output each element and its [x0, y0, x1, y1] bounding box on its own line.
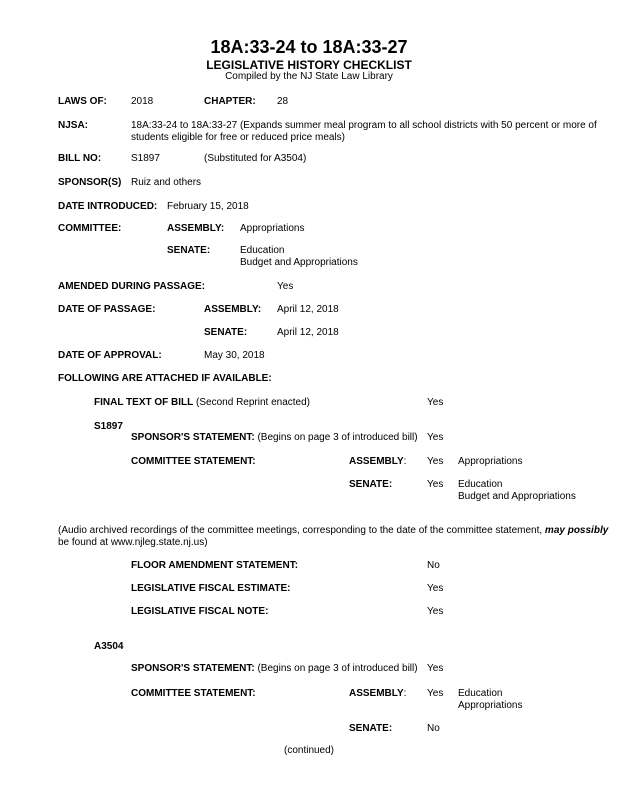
a3504-committee-label: COMMITTEE STATEMENT:	[131, 688, 256, 699]
committee-senate-value-1: Education	[240, 245, 285, 256]
a3504-assembly-committee-2: Appropriations	[458, 700, 523, 711]
date-introduced-value: February 15, 2018	[167, 201, 249, 212]
s1897-assembly-colon: :	[403, 456, 407, 467]
a3504-sponsor-row	[131, 663, 418, 675]
floor-amendment-value: No	[427, 560, 440, 571]
amended-value: Yes	[277, 281, 294, 292]
a3504-heading: A3504	[94, 641, 124, 652]
passage-senate-label: SENATE:	[204, 327, 248, 338]
a3504-senate-label: SENATE:	[349, 723, 393, 734]
audio-note-text: (Audio archived recordings of the committee meetings, corresponding to the date of the committee statement,	[58, 525, 545, 536]
a3504-sponsor-label: SPONSOR'S STATEMENT:	[131, 663, 255, 674]
final-text-note: (Second Reprint enacted)	[196, 397, 311, 408]
date-of-approval-label: DATE OF APPROVAL:	[58, 350, 162, 361]
s1897-assembly-label: ASSEMBLY	[349, 456, 404, 467]
s1897-assembly-committee: Appropriations	[458, 456, 523, 467]
committee-label: COMMITTEE:	[58, 223, 122, 234]
s1897-assembly-value: Yes	[427, 456, 444, 467]
a3504-sponsor-value: Yes	[427, 663, 444, 674]
s1897-heading: S1897	[94, 421, 123, 432]
bill-no-label: BILL NO:	[58, 153, 102, 164]
s1897-sponsor-note: (Begins on page 3 of introduced bill)	[257, 432, 418, 443]
audio-note-emphasis: may possibly	[544, 525, 609, 536]
bill-no-value: S1897	[131, 153, 160, 164]
audio-note-line-1	[58, 525, 608, 537]
s1897-senate-label: SENATE:	[349, 479, 393, 490]
a3504-assembly-label: ASSEMBLY	[349, 688, 404, 699]
date-of-approval-value: May 30, 2018	[204, 350, 265, 361]
s1897-assembly-row	[349, 456, 406, 468]
compiled-by: Compiled by the NJ State Law Library	[225, 71, 393, 82]
passage-senate-value: April 12, 2018	[277, 327, 339, 338]
laws-of-value: 2018	[131, 96, 154, 107]
s1897-sponsor-value: Yes	[427, 432, 444, 443]
committee-senate-value-2: Budget and Appropriations	[240, 257, 358, 268]
committee-assembly-label: ASSEMBLY:	[167, 223, 225, 234]
laws-of-label: LAWS OF:	[58, 96, 107, 107]
s1897-sponsor-row	[131, 432, 418, 444]
a3504-assembly-colon: :	[403, 688, 407, 699]
amended-label: AMENDED DURING PASSAGE:	[58, 281, 206, 292]
sponsors-value: Ruiz and others	[131, 177, 202, 188]
committee-senate-label: SENATE:	[167, 245, 211, 256]
attached-header: FOLLOWING ARE ATTACHED IF AVAILABLE:	[58, 373, 272, 384]
a3504-assembly-row	[349, 688, 406, 700]
njsa-label: NJSA:	[58, 120, 89, 131]
njsa-line-2: students eligible for free or reduced price meals)	[131, 132, 345, 143]
floor-amendment-label: FLOOR AMENDMENT STATEMENT:	[131, 560, 299, 571]
date-of-passage-label: DATE OF PASSAGE:	[58, 304, 156, 315]
page-subtitle: LEGISLATIVE HISTORY CHECKLIST	[206, 58, 412, 72]
chapter-label: CHAPTER:	[204, 96, 256, 107]
fiscal-note-label: LEGISLATIVE FISCAL NOTE:	[131, 606, 269, 617]
s1897-committee-label: COMMITTEE STATEMENT:	[131, 456, 256, 467]
njsa-line-1: 18A:33-24 to 18A:33-27 (Expands summer meal program to all school districts with 50 percent or more of	[131, 120, 597, 131]
s1897-senate-value: Yes	[427, 479, 444, 490]
bill-substituted-note: (Substituted for A3504)	[204, 153, 307, 164]
s1897-senate-committee-1: Education	[458, 479, 503, 490]
fiscal-estimate-value: Yes	[427, 583, 444, 594]
page-title: 18A:33-24 to 18A:33-27	[210, 37, 408, 57]
a3504-assembly-value: Yes	[427, 688, 444, 699]
passage-assembly-value: April 12, 2018	[277, 304, 339, 315]
final-text-label: FINAL TEXT OF BILL	[94, 397, 194, 408]
a3504-sponsor-note: (Begins on page 3 of introduced bill)	[257, 663, 418, 674]
continued-note: (continued)	[283, 745, 335, 756]
s1897-sponsor-label: SPONSOR'S STATEMENT:	[131, 432, 255, 443]
passage-assembly-label: ASSEMBLY:	[204, 304, 262, 315]
committee-assembly-value: Appropriations	[240, 223, 305, 234]
final-text-row	[94, 397, 310, 409]
a3504-assembly-committee-1: Education	[458, 688, 503, 699]
date-introduced-label: DATE INTRODUCED:	[58, 201, 158, 212]
audio-note-line-2: be found at www.njleg.state.nj.us)	[58, 537, 208, 548]
fiscal-note-value: Yes	[427, 606, 444, 617]
a3504-senate-value: No	[427, 723, 440, 734]
chapter-value: 28	[277, 96, 289, 107]
final-text-value: Yes	[427, 397, 444, 408]
fiscal-estimate-label: LEGISLATIVE FISCAL ESTIMATE:	[131, 583, 291, 594]
sponsors-label: SPONSOR(S)	[58, 177, 122, 188]
s1897-senate-committee-2: Budget and Appropriations	[458, 491, 576, 502]
